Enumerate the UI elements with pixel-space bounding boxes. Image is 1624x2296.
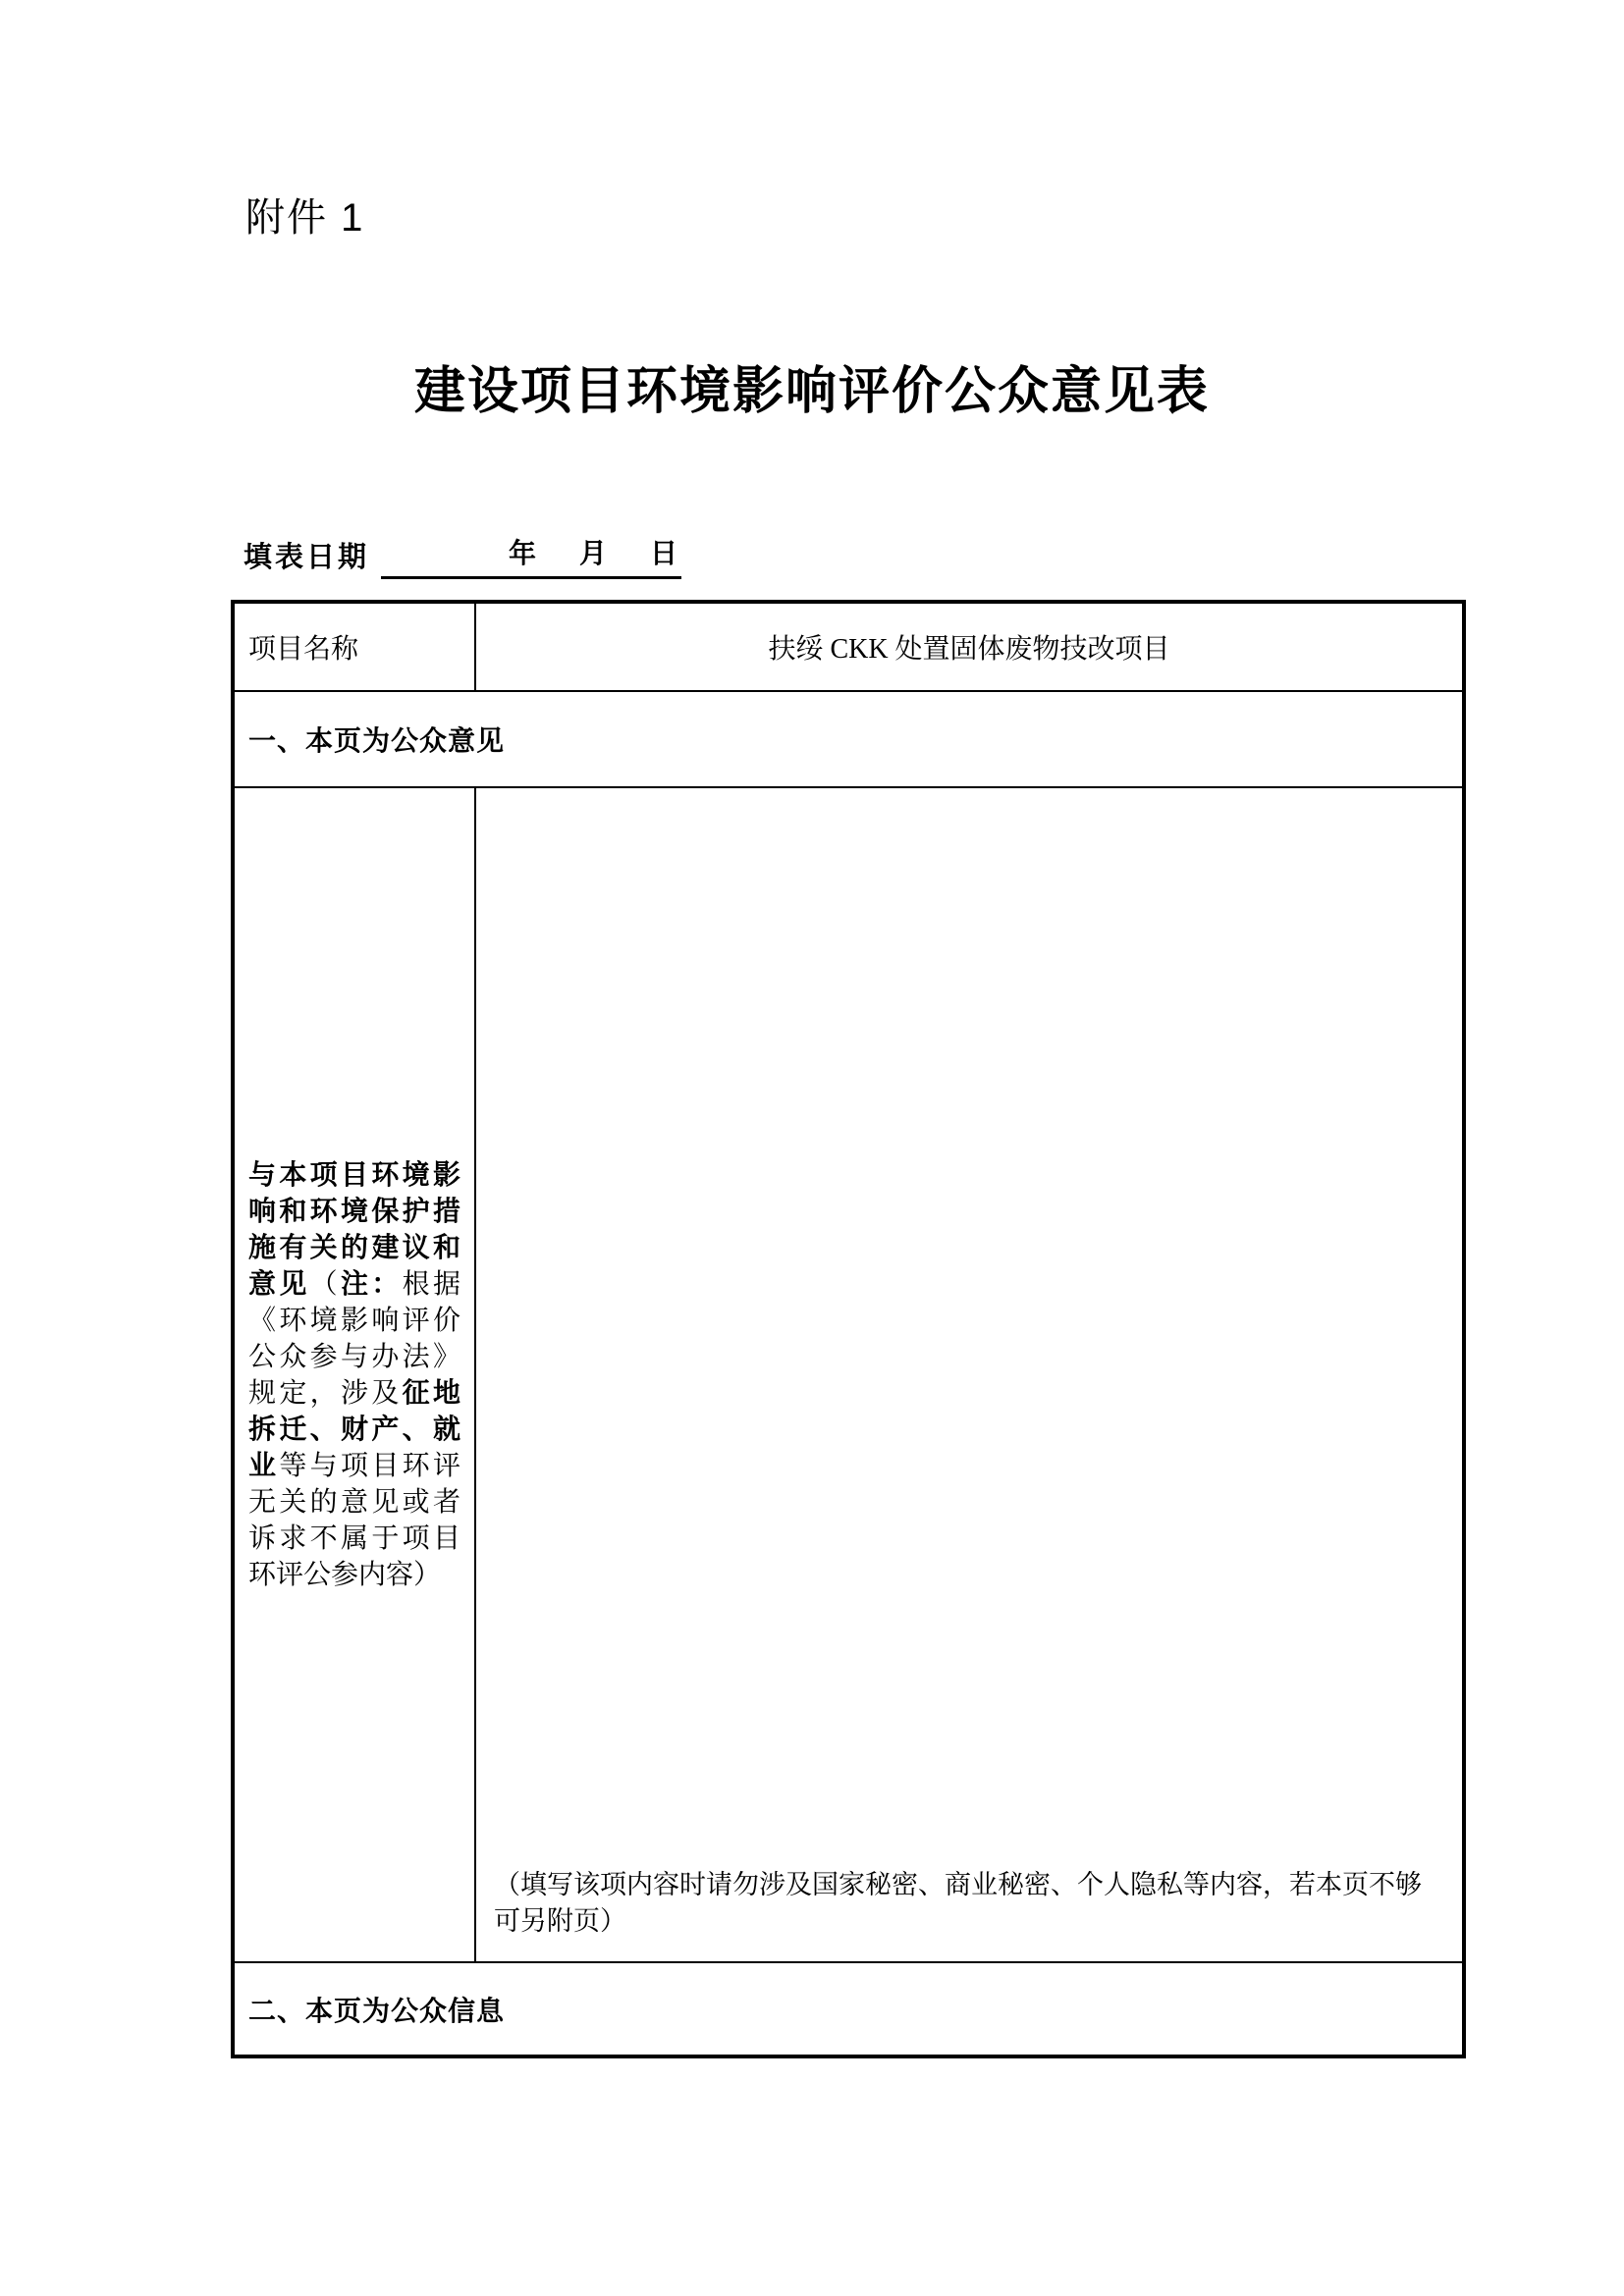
opinion-label-cell — [235, 788, 476, 1961]
date-underline — [381, 535, 681, 579]
form-table — [231, 600, 1466, 2058]
project-name-label-cell: 项目名称 — [235, 604, 476, 690]
project-name-row — [235, 604, 1462, 692]
date-label: 填表日期 — [244, 542, 370, 573]
form-title: 建设项目环境影响评价公众意见表 — [413, 363, 1210, 420]
date-month-label: 月 — [579, 539, 608, 569]
date-day-label: 日 — [650, 539, 678, 569]
opinion-privacy-note: （填写该项内容时请勿涉及国家秘密、商业秘密、个人隐私等内容，若本页不够可另附页） — [494, 1870, 1422, 1936]
opinion-label-normal-1: （ — [309, 1268, 341, 1300]
opinion-label-bold-3: 征地拆迁、财产、就业 — [248, 1377, 460, 1481]
project-name-value-cell: 扶绥 CKK 处置固体废物技改项目 — [768, 634, 1170, 665]
section1-heading: 一、本页为公众意见 — [235, 692, 1462, 788]
attachment-label: 附件 1 — [245, 196, 365, 240]
opinion-response-area — [476, 788, 1462, 1961]
opinion-row — [235, 788, 1462, 1963]
opinion-label-normal-2: 根据《环境影响评价公众参与办法》规定，涉及 — [248, 1268, 460, 1409]
date-year-label: 年 — [509, 539, 537, 569]
opinion-label-bold-2: 注： — [340, 1268, 403, 1300]
opinion-label-text — [248, 1157, 460, 1593]
date-line — [244, 536, 681, 579]
opinion-label-bold-1: 与本项目环境影响和环境保护措施有关的建议和意见 — [248, 1159, 460, 1300]
section2-heading: 二、本页为公众信息 — [248, 1996, 506, 2027]
opinion-label-normal-3: 等与项目环评无关的意见或者诉求不属于项目环评公参内容） — [248, 1450, 460, 1590]
